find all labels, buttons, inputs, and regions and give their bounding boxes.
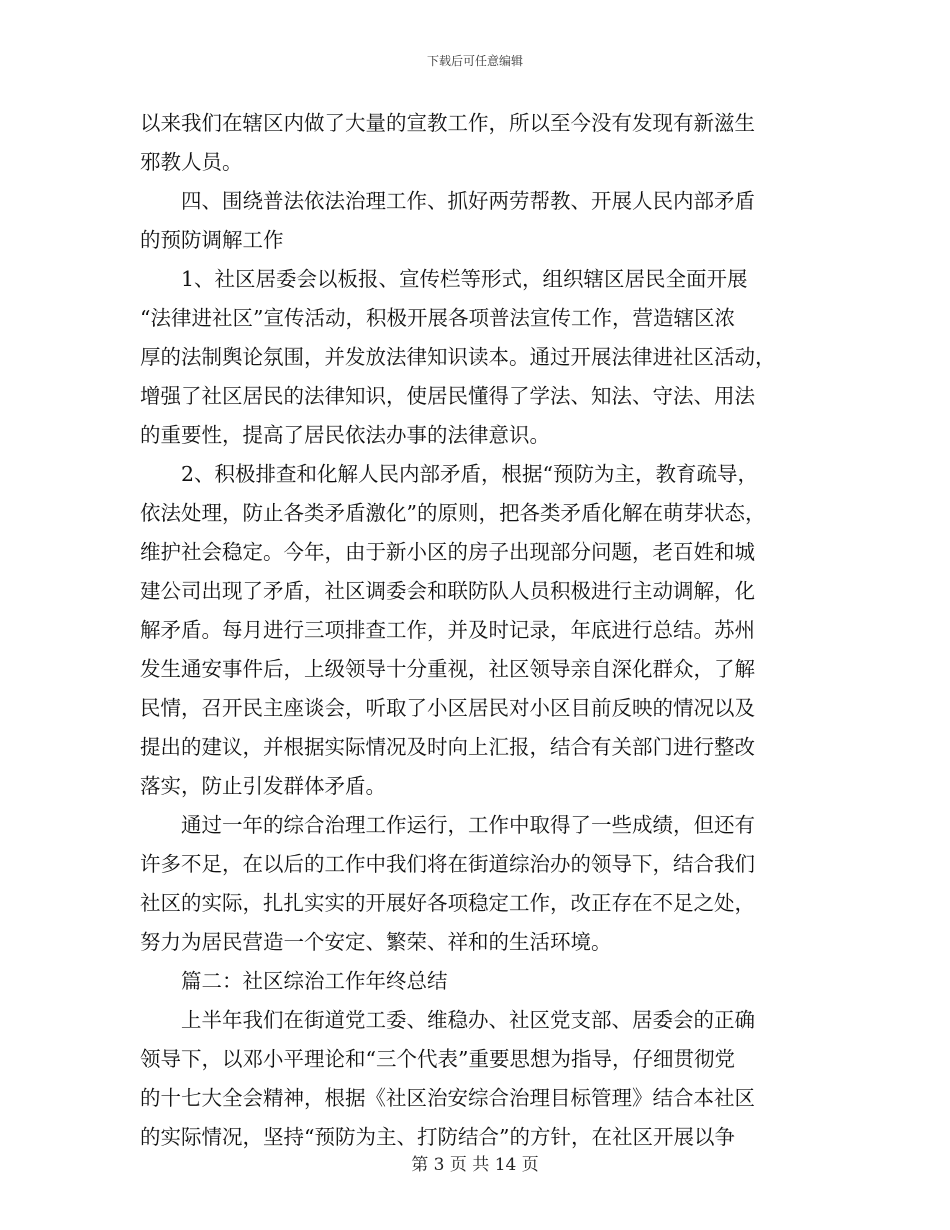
paragraph-start: 1、社区居委会以板报、宣传栏等形式，组织辖区居民全面开展 <box>181 267 748 291</box>
text-line: 厚的法制舆论氛围，并发放法律知识读本。通过开展法律进社区活动， <box>140 345 776 369</box>
paragraph-start: 通过一年的综合治理工作运行，工作中取得了一些成绩，但还有 <box>181 813 755 837</box>
text-line: 努力为居民营造一个安定、繁荣、祥和的生活环境。 <box>140 930 612 954</box>
text-line: 解矛盾。每月进行三项排查工作，并及时记录，年底进行总结。苏州 <box>140 618 755 642</box>
text-line: 邪教人员。 <box>140 150 243 174</box>
text-line: 的实际情况，坚持“预防为主、打防结合”的方针，在社区开展以争 <box>140 1125 735 1149</box>
text-line: 提出的建议，并根据实际情况及时向上汇报，结合有关部门进行整改 <box>140 735 755 759</box>
document-body <box>140 104 820 1157</box>
paragraph-start: 2、积极排查和化解人民内部矛盾，根据“预防为主，教育疏导， <box>181 462 759 486</box>
text-line: 增强了社区居民的法律知识，使居民懂得了学法、知法、守法、用法 <box>140 384 755 408</box>
section-heading: 四、围绕普法依法治理工作、抓好两劳帮教、开展人民内部矛盾 <box>181 189 755 213</box>
text-line: 以来我们在辖区内做了大量的宣教工作，所以至今没有发现有新滋生 <box>140 111 755 135</box>
page-number: 第 3 页 共 14 页 <box>411 1155 539 1175</box>
text-line: 维护社会稳定。今年，由于新小区的房子出现部分问题，老百姓和城 <box>140 540 755 564</box>
text-line: 建公司出现了矛盾，社区调委会和联防队人员积极进行主动调解，化 <box>140 579 755 603</box>
header-note: 下载后可任意编辑 <box>426 54 523 68</box>
text-line: 依法处理，防止各类矛盾激化”的原则，把各类矛盾化解在萌芽状态， <box>140 501 766 525</box>
text-line: 许多不足，在以后的工作中我们将在街道综治办的领导下，结合我们 <box>140 852 755 876</box>
text-line: “法律进社区”宣传活动，积极开展各项普法宣传工作，营造辖区浓 <box>140 306 735 330</box>
text-line: 民情，召开民主座谈会，听取了小区居民对小区目前反映的情况以及 <box>140 696 755 720</box>
text-line: 的重要性，提高了居民依法办事的法律意识。 <box>140 423 550 447</box>
text-line: 社区的实际，扎扎实实的开展好各项稳定工作，改正存在不足之处， <box>140 891 755 915</box>
text-line: 落实，防止引发群体矛盾。 <box>140 774 386 798</box>
text-line: 的预防调解工作 <box>140 228 284 252</box>
paragraph-start: 上半年我们在街道党工委、维稳办、社区党支部、居委会的正确 <box>181 1008 755 1032</box>
text-line: 发生通安事件后，上级领导十分重视，社区领导亲自深化群众，了解 <box>140 657 755 681</box>
text-line: 领导下，以邓小平理论和“三个代表”重要思想为指导，仔细贯彻党 <box>140 1047 735 1071</box>
text-line: 的十七大全会精神，根据《社区治安综合治理目标管理》结合本社区 <box>140 1086 755 1110</box>
section-heading: 篇二：社区综治工作年终总结 <box>181 969 448 993</box>
